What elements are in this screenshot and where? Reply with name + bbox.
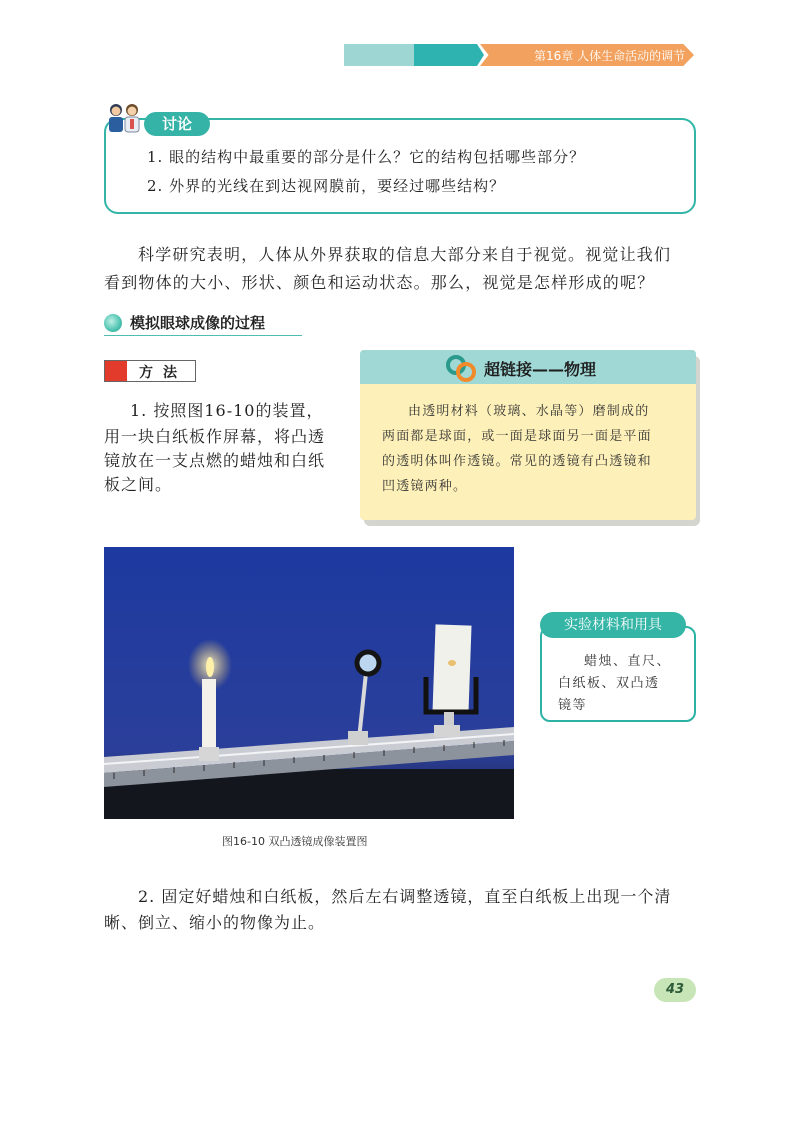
header-band-light — [344, 44, 414, 66]
intro-line-2: 看到物体的大小、形状、颜色和运动状态。那么，视觉是怎样形成的呢？ — [104, 273, 655, 292]
hyperlink-line-4: 凹透镜两种。 — [382, 479, 468, 494]
materials-title: 实验材料和用具 — [540, 612, 686, 638]
step1-line-2: 用一块白纸板作屏幕，将凸透 — [104, 427, 326, 446]
hyperlink-line-1: 由透明材料（玻璃、水晶等）磨制成的 — [408, 404, 650, 419]
lens-apparatus-photo — [104, 547, 514, 819]
figure-caption: 图16-10 双凸透镜成像装置图 — [222, 835, 368, 848]
students-icon — [104, 102, 148, 136]
hyperlink-title: 超链接——物理 — [484, 360, 597, 379]
step2-line-2: 晰、倒立、缩小的物像为止。 — [104, 913, 326, 932]
header-band-teal — [414, 44, 484, 66]
chain-link-icon — [444, 352, 480, 384]
hyperlink-line-2: 两面都是球面，或一面是球面另一面是平面 — [382, 429, 652, 444]
intro-line-1: 科学研究表明，人体从外界获取的信息大部分来自于视觉。视觉让我们 — [138, 245, 672, 264]
materials-line-2: 白纸板、双凸透 — [558, 676, 660, 691]
hyperlink-box — [360, 350, 696, 520]
method-label-box — [104, 360, 196, 382]
discussion-question-1: 1. 眼的结构中最重要的部分是什么？它的结构包括哪些部分？ — [147, 148, 586, 166]
step1-line-4: 板之间。 — [104, 475, 173, 494]
step1-line-1: 1. 按照图16-10的装置， — [130, 401, 324, 420]
discussion-question-2: 2. 外界的光线在到达视网膜前，要经过哪些结构？ — [147, 177, 506, 195]
method-label: 方法 — [139, 365, 187, 381]
chapter-header — [344, 44, 694, 66]
discussion-label: 讨论 — [144, 112, 210, 136]
section-title: 模拟眼球成像的过程 — [130, 314, 266, 332]
method-marker — [105, 361, 127, 381]
step1-line-3: 镜放在一支点燃的蜡烛和白纸 — [104, 451, 326, 470]
bullet-icon — [104, 314, 122, 332]
materials-line-1: 蜡烛、直尺、 — [584, 654, 672, 669]
step2-line-1: 2. 固定好蜡烛和白纸板，然后左右调整透镜，直至白纸板上出现一个清 — [138, 887, 672, 906]
hyperlink-line-3: 的透明体叫作透镜。常见的透镜有凸透镜和 — [382, 454, 652, 469]
page-number: 43 — [654, 978, 696, 1002]
discussion-header — [104, 102, 244, 136]
chapter-title: 第16章 人体生命活动的调节 — [534, 49, 686, 63]
section-heading — [104, 310, 302, 336]
materials-line-3: 镜等 — [558, 698, 588, 713]
